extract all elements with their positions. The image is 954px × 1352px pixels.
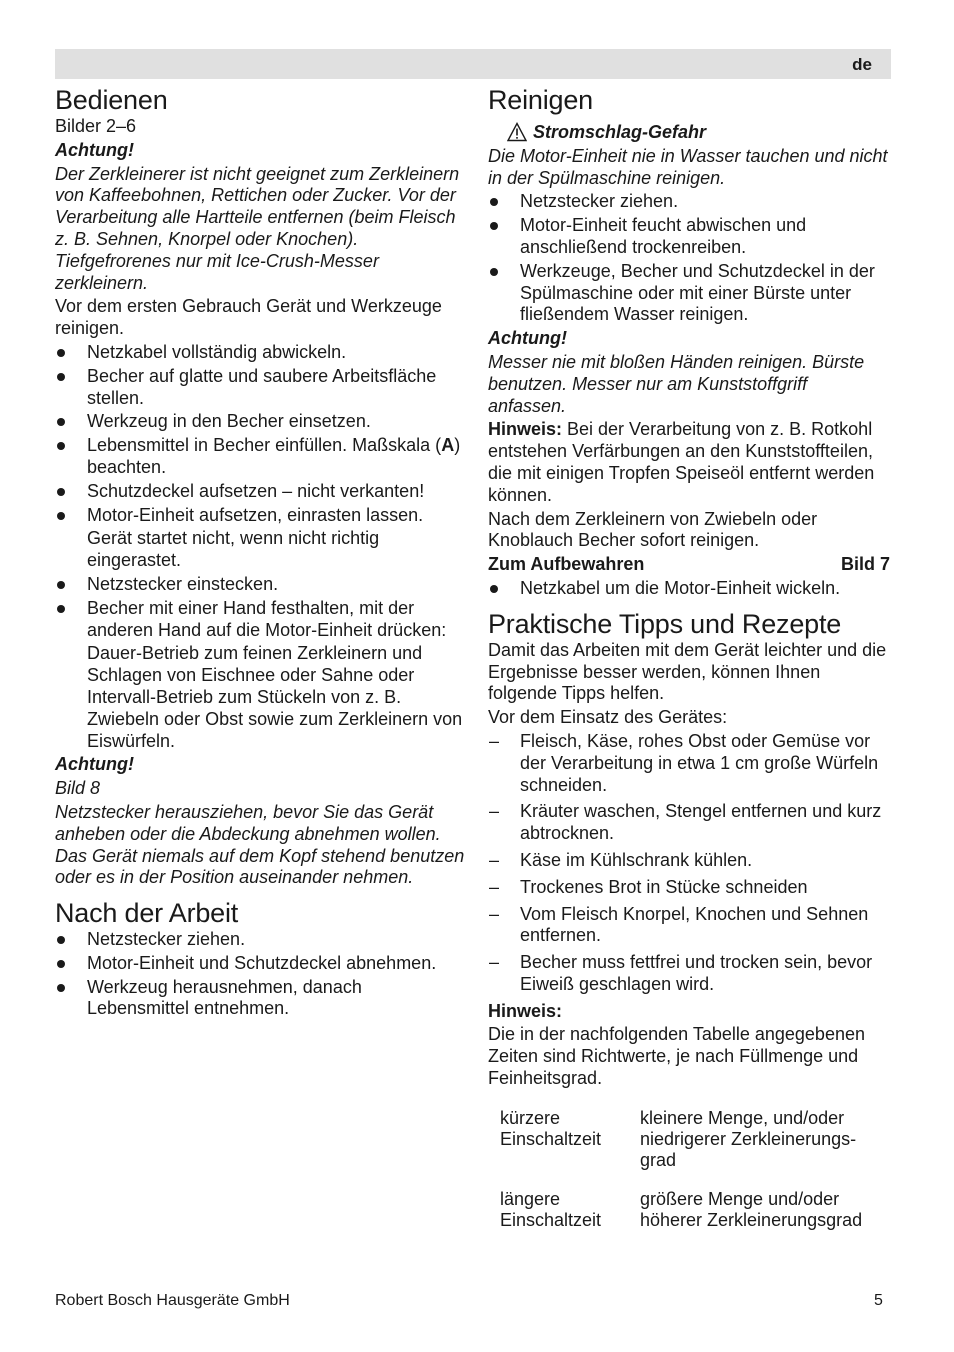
caution-label: Achtung! [55,139,134,160]
tips-list [488,731,890,996]
language-bar [55,49,891,79]
before-use-label: Vor dem Einsatz des Gerätes: [488,707,728,728]
table-cell: kürzere Einschaltzeit [500,1107,602,1149]
list-item: Becher auf glatte und saubere Arbeitsfläche stellen. [55,366,465,410]
note-label: Hinweis: [488,419,563,440]
list-item: Werkzeug herausnehmen, danach Lebensmittel entnehmen. [55,977,465,1021]
list-item: Netzkabel vollständig abwickeln. [55,342,465,364]
list-item: Werkzeuge, Becher und Schutzdeckel in der Spülmaschine oder mit einer Bürste unter fließendem Wasser reinigen. [488,261,890,326]
list-item: – Becher muss fettfrei und trocken sein, bevor Eiweiß geschlagen wird. [488,952,890,996]
caution-text: Messer nie mit bloßen Händen reinigen. Bürste benutzen. Messer nur am Kunststoffgriff anfassen. [488,351,865,416]
heading-reinigen: Reinigen [488,85,593,115]
heading-nach-der-arbeit: Nach der Arbeit [55,898,239,929]
timing-table [500,1108,890,1249]
table-cell: längere Einschaltzeit [500,1188,602,1230]
page-number: 5 [874,1292,883,1309]
operation-steps-cont [55,574,465,641]
caution-label: Achtung! [488,328,567,349]
list-item: Schutzdeckel aufsetzen – nicht verkanten! [55,481,465,503]
figure-ref: Bild 8 [55,778,101,799]
cleaning-steps [488,191,890,326]
list-item: – Trockenes Brot in Stücke schneiden [488,877,890,899]
right-column [488,84,890,1249]
note-body: Die in der nachfolgenden Tabelle angegebenen Zeiten sind Richtwerte, je nach Füllmenge und Feinheitsgrad. [488,1024,865,1089]
list-item: Netzstecker ziehen. [488,191,890,213]
storage-steps [488,578,890,600]
list-item: – Käse im Kühlschrank kühlen. [488,850,890,872]
list-item: Netzkabel um die Motor-Einheit wickeln. [488,578,890,600]
list-item: – Vom Fleisch Knorpel, Knochen und Sehnen entfernen. [488,904,890,948]
footer-company: Robert Bosch Hausgeräte GmbH [55,1292,290,1309]
note-text [488,419,890,506]
list-item: Werkzeug in den Becher einsetzen. [55,411,465,433]
tips-intro: Damit das Arbeiten mit dem Gerät leichter und die Ergebnisse besser werden, können Ihnen folgende Tipps helfen. [488,639,887,704]
caution-text: Netzstecker herausziehen, bevor Sie das Gerät anheben oder die Abdeckung abnehmen wollen. Das Gerät niemals auf dem Kopf stehend benutzen oder es in der Position auseinander nehmen. [55,801,465,888]
step-note: Gerät startet nicht, wenn nicht richtig eingerastet. [87,528,380,571]
figure-ref: Bilder 2–6 [55,116,137,136]
operation-steps [55,342,465,526]
list-item: Becher mit einer Hand festhalten, mit der anderen Hand auf die Motor-Einheit drücken: [55,598,465,642]
list-item: – Fleisch, Käse, rohes Obst oder Gemüse vor der Verarbeitung in etwa 1 cm große Würfeln schneiden. [488,731,890,796]
storage-heading [488,554,890,576]
step-note: Dauer-Betrieb zum feinen Zerkleinern und Schlagen von Eischnee oder Sahne oder Intervall-Betrieb zum Stückeln von z. B. Zwiebeln oder Obst sowie zum Zerkleinern von Eiswürfeln. [87,643,463,751]
shock-warning [488,122,890,144]
list-item [55,435,465,479]
table-cell: größere Menge und/oder höherer Zerkleinerungsgrad [640,1188,863,1230]
list-item: Netzstecker ziehen. [55,929,465,951]
list-item: Netzstecker einstecken. [55,574,465,596]
left-column [55,84,465,1022]
list-item-text: Lebensmittel in Becher einfüllen. Maßskala ( [87,435,442,456]
figure-ref: Bild 7 [840,554,890,575]
after-work-steps [55,929,465,1020]
note-body: Bei der Verarbeitung von z. B. Rotkohl entstehen Verfärbungen an den Kunststoffteilen, die mit einigen Tropfen Speiseöl entfernt werden können. [488,419,875,505]
list-item: Motor-Einheit aufsetzen, einrasten lassen. [55,505,465,527]
heading-tipps: Praktische Tipps und Rezepte [488,608,842,639]
list-item: Motor-Einheit und Schutzdeckel abnehmen. [55,953,465,975]
list-item: – Kräuter waschen, Stengel entfernen und kurz abtrocknen. [488,801,890,845]
language-label: de [852,55,872,74]
scale-marker: A [441,435,455,456]
warning-triangle-icon [507,122,527,142]
storage-label: Zum Aufbewahren [488,554,645,575]
shock-warning-label: Stromschlag-Gefahr [533,122,707,142]
caution-text: Die Motor-Einheit nie in Wasser tauchen und nicht in der Spülmaschine reinigen. [488,145,888,188]
caution-text: Der Zerkleinerer ist nicht geeignet zum Zerkleinern von Kaffeebohnen, Rettichen oder Zucker. Vor der Verarbeitung alle Hartteile entfernen (beim Fleisch z. B. Sehnen, Knorpel oder Knochen). Tiefgefrorenes nur mit Ice-Crush-Messer zerkleinern. [55,163,460,293]
table-cell: kleinere Menge, und/oder niedrigerer Zerkleinerungs-grad [640,1107,857,1170]
table-row [500,1108,890,1189]
table-row [500,1189,890,1249]
list-item: Motor-Einheit feucht abwischen und anschließend trockenreiben. [488,215,890,259]
note-label: Hinweis: [488,1000,563,1021]
list-item-text: ) beachten. [87,435,461,477]
intro-text: Vor dem ersten Gebrauch Gerät und Werkzeuge reinigen. [55,296,442,339]
heading-bedienen: Bedienen [55,85,168,115]
caution-label: Achtung! [55,754,134,775]
onion-note: Nach dem Zerkleinern von Zwiebeln oder Knoblauch Becher sofort reinigen. [488,508,818,551]
